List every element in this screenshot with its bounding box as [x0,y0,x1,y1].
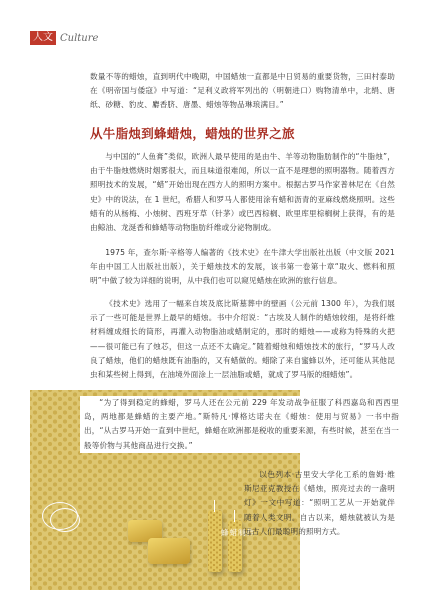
wick [234,510,235,522]
article-heading: 从牛脂烛到蜂蜡烛，蜡烛的世界之旅 [90,126,295,141]
paragraph-6: 以色列本·古里安大学化工系的詹姆·维斯尼亚克教授在《蜡烛，照亮过去的一盏明灯》一文中写道：“照明工艺从一开始就伴随着人类文明。自古以来，蜡烛就被认为是远古人们最聪明的照明方式。 [244,470,395,536]
wick [214,500,215,512]
section-header [30,31,98,45]
wax-chunk [148,538,190,564]
paragraph-3: 1975 年，查尔斯·辛格等人编著的《技术史》在牛津大学出版社出版（中文版 2021 年由中国工人出版社出版），关于蜡烛技术的发展，该书第一卷第十章“取火、燃料和照明”中做了较为详细的说明，从中我们也可以窥见蜡烛在欧洲的旅行信息。 [90,248,395,286]
rubber-band-icon [50,508,80,532]
paragraph-5: “为了得到稳定的蜂蜡，罗马人还在公元前 229 年发动战争征服了科西嘉岛和西西里岛，两地都是蜂蜡的主要产地。”斯特凡·博格达诺夫在《蜡烛：使用与贸易》一书中指出，“从古罗马开始一直到中世纪，蜂蜡在欧洲都是税收的重要来源，有些时候，甚至在当一般等价物与其他商品进行交换。” [80,396,399,453]
section-title-en: Culture [60,32,99,44]
paragraph-4: 《技术史》选用了一幅来自埃及底比斯墓葬中的壁画（公元前 1300 年），为我们展示了一些可能是世界上最早的蜡烛。书中介绍说：“古埃及人制作的蜡烛较细，是将纤维材料缠成细长的筒形，再灌入动物脂油或蜡制定的，那时的蜡烛——或称为特殊的火把——很可能已有了烛芯，但这一点还不太确定。”随着蜡烛和蜡烛技术的旅行，“罗马人改良了蜡烛，他们的蜡烛既有油脂的，又有蜡做的。蜡除了来自蜜蜂以外，还可能从其他昆虫和某些树上得到，在油境外面涂上一层油脂或蜡，就成了罗马版的细蜡烛”。 [90,299,395,380]
paragraph-1: 数量不等的蜡烛，直到明代中晚期，中国蜡烛一直都是中日贸易的重要货物，三田村泰助在《明帝国与倭寇》中写道：“足利义政将军列出的（明朝进口）购物清单中，北绢、唐纸、砂糖、豹皮、麝香脐、唐墨、蜡烛等物品琳琅满目。” [90,72,395,110]
photo-caption: 蜂蜡制作 [221,528,255,537]
section-tag: 人文 [30,31,56,45]
paragraph-2: 与中国的“人鱼膏”类似，欧洲人最早使用的是由牛、羊等动物脂肪制作的“牛脂烛”，由于牛脂烛燃烧时烟雾很大，而且味道很难闻，所以一直不是理想的照明器物。随着西方照明技术的发展，“蜡”开始出现在西方人的照明方案中。根据古罗马作家普林尼在《自然史》中的说法，在 1 世纪，希腊人和罗马人都使用涂有蜡和沥青的亚麻线燃烧照明。这些蜡有的从杨梅、小烛树、西班牙草（针茅）或巴西棕榈、欧里库里棕榈树上获得，有的是由鲸油、龙涎香和蜂蜡等动物脂肪纤维或分泌物制成。 [90,152,395,233]
candle-1 [208,510,222,572]
